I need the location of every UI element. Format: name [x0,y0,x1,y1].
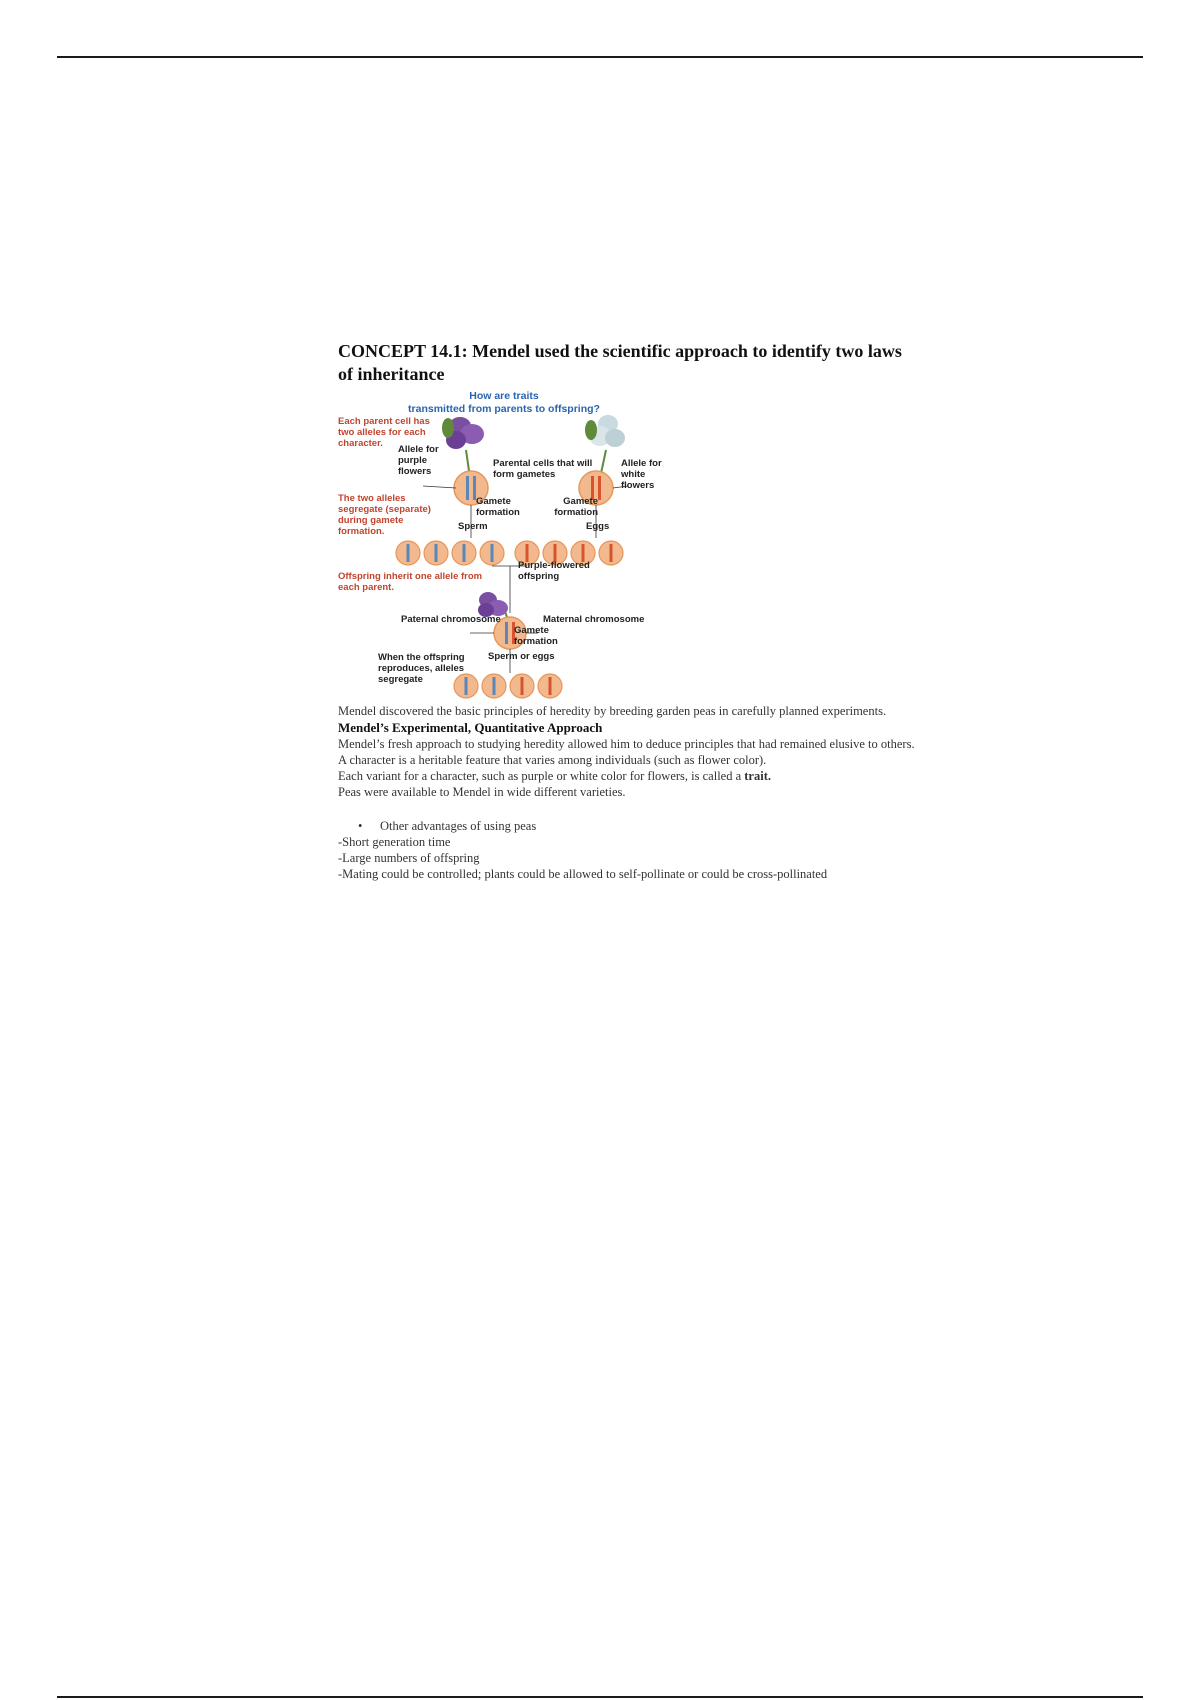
document-content [338,340,918,882]
paragraph-mendel-discovered: Mendel discovered the basic principles of heredity by breeding garden peas in carefully planned experiments. [338,704,887,718]
list-item: -Short generation time [338,835,451,849]
label-sperm: Sperm [458,521,488,532]
label-sperm-or-eggs: Sperm or eggs [488,651,555,662]
label-paternal-chromosome: Paternal chromosome [401,614,501,625]
paragraph-trait-text: Each variant for a character, such as purple or white color for flowers, is called a [338,769,745,783]
figure-question [404,390,604,416]
paragraph-fresh-approach: Mendel’s fresh approach to studying heredity allowed him to deduce principles that had remained elusive to others. [338,737,915,751]
figure-question-line-2: transmitted from parents to offspring? [408,403,600,415]
offspring-gametes [454,674,562,698]
paragraph-character: A character is a heritable feature that varies among individuals (such as flower color). [338,753,767,767]
label-gamete-formation-left: Gamete formation [476,496,520,518]
advantages-list [338,834,918,882]
sperm-cells [396,541,504,565]
label-purple-offspring: Purple-flowered offspring [518,560,590,582]
page-title: CONCEPT 14.1: Mendel used the scientific approach to identify two laws of inheritance [338,341,902,384]
note-segregate: The two alleles segregate (separate) during gamete formation. [338,493,431,537]
list-item: • Other advantages of using peas [338,818,918,834]
label-allele-white: Allele for white flowers [621,458,662,491]
label-allele-purple: Allele for purple flowers [398,444,439,477]
figure-question-line-1: How are traits [469,390,539,402]
paragraph-varieties: Peas were available to Mendel in wide different varieties. [338,785,626,799]
paragraph-trait [338,768,918,784]
label-gamete-formation-bottom: Gamete formation [514,625,558,647]
list-item: -Mating could be controlled; plants could be allowed to self-pollinate or could be cross-pollinated [338,867,828,881]
note-offspring: Offspring inherit one allele from each parent. [338,571,483,593]
label-eggs: Eggs [586,521,610,532]
mendel-inheritance-figure [338,388,918,703]
note-each-parent: Each parent cell has two alleles for each character. [338,416,430,449]
term-trait: trait. [744,769,771,783]
label-parental-cells: Parental cells that will form gametes [493,458,593,480]
list-item: -Large numbers of offspring [338,851,480,865]
label-gamete-formation-right: Gamete formation [554,496,598,518]
top-rule [57,56,1143,58]
label-maternal-chromosome: Maternal chromosome [543,614,645,625]
bullet-list [338,818,918,834]
label-when-offspring: When the offspring reproduces, alleles segregate [378,652,465,685]
section-heading-experimental-approach: Mendel’s Experimental, Quantitative Approach [338,720,603,735]
bottom-rule [57,1696,1143,1698]
